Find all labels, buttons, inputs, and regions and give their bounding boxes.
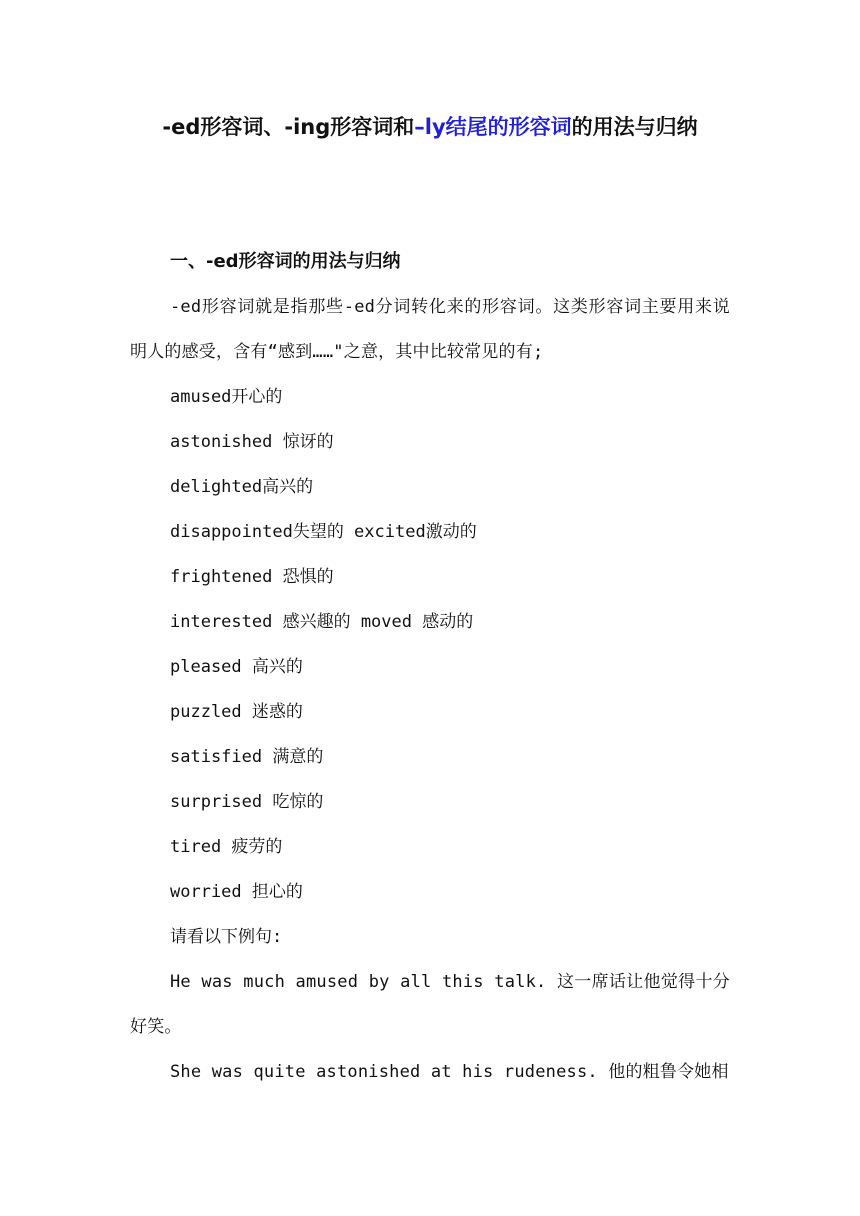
title-part-1: -ed形容词、-ing形容词和 xyxy=(162,115,415,139)
document-title xyxy=(130,104,730,150)
intro-paragraph: -ed形容词就是指那些-ed分词转化来的形容词。这类形容词主要用来说明人的感受，含有“感到……"之意，其中比较常见的有; xyxy=(130,297,730,362)
list-item: tired 疲劳的 xyxy=(170,837,283,857)
list-item: astonished 惊讶的 xyxy=(170,432,334,452)
title-accent-link[interactable]: –ly结尾的形容词 xyxy=(414,115,572,139)
example-sentence: She was quite astonished at his rudeness. 他的粗鲁令她相 xyxy=(170,1062,729,1082)
example-sentence: He was much amused by all this talk. 这一席话让他觉得十分好笑。 xyxy=(130,972,730,1037)
list-item: worried 担心的 xyxy=(170,882,303,902)
examples-intro: 请看以下例句: xyxy=(170,927,283,947)
list-item: disappointed失望的 excited激动的 xyxy=(170,522,477,542)
list-item: interested 感兴趣的 moved 感动的 xyxy=(170,612,474,632)
list-item: amused开心的 xyxy=(170,387,283,407)
list-item: pleased 高兴的 xyxy=(170,657,303,677)
title-part-2: 的用法与归纳 xyxy=(571,115,698,139)
section-heading: 一、-ed形容词的用法与归纳 xyxy=(170,251,401,272)
list-item: delighted高兴的 xyxy=(170,477,314,497)
list-item: satisfied 满意的 xyxy=(170,747,324,767)
word-list xyxy=(170,375,477,915)
list-item: puzzled 迷惑的 xyxy=(170,702,303,722)
list-item: surprised 吃惊的 xyxy=(170,792,324,812)
list-item: frightened 恐惧的 xyxy=(170,567,334,587)
